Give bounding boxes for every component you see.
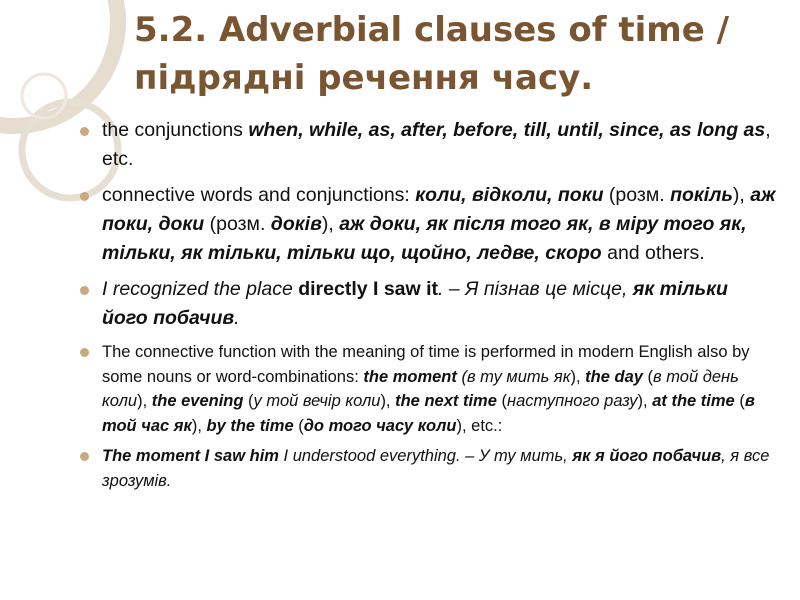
text-segment: доків (270, 213, 322, 235)
text-segment: як я його побачив (572, 447, 722, 465)
text-segment: ( (293, 416, 304, 435)
text-segment: I recognized the place (102, 278, 299, 300)
text-segment: when, while, as, after, before, till, until, since, as long as (248, 119, 766, 141)
text-segment: у той вечір коли (253, 392, 381, 410)
text-segment: до того часу коли (303, 416, 457, 435)
text-segment: ), (637, 392, 653, 410)
text-segment: як тільки його побачив (102, 278, 728, 329)
text-segment: ( (496, 392, 507, 410)
text-segment: , etc. (102, 119, 771, 170)
text-segment: . (234, 307, 240, 329)
text-segment: the next time (395, 392, 497, 410)
text-segment: the day (585, 367, 643, 386)
text-segment: ), (137, 392, 152, 410)
text-segment: ), (191, 416, 207, 435)
bullet-item (78, 116, 778, 174)
text-segment: ( (243, 392, 254, 410)
text-segment: в той день коли (102, 367, 739, 410)
text-segment: покіль (670, 184, 733, 206)
text-segment: ( (642, 367, 654, 386)
bullet-item (78, 181, 778, 268)
bullet-icon (80, 192, 89, 201)
text-segment: коли, відколи, поки (415, 184, 604, 206)
bullet-icon (80, 127, 89, 136)
text-segment: ( (456, 367, 467, 386)
bullet-icon (80, 348, 89, 357)
text-segment: the moment (363, 367, 457, 386)
bullet-list (78, 116, 778, 499)
text-segment: ), (732, 184, 751, 206)
slide-title: 5.2. Adverbial clauses of time / підрядні речення часу. (134, 10, 730, 98)
text-segment: The moment I saw him (102, 447, 279, 465)
text-segment: аж поки, доки (102, 184, 776, 235)
text-segment: at the time (652, 392, 735, 410)
text-segment: I understood everything. (278, 447, 461, 465)
text-segment: наступного разу (506, 392, 638, 410)
text-segment: directly I saw it (298, 278, 439, 300)
text-segment: The connective function with the meaning of time is performed in modern English also by some nouns or word-combinations: (102, 343, 750, 386)
text-segment: в ту мить як (466, 367, 571, 386)
text-segment: and others. (601, 242, 705, 264)
bullet-item (78, 444, 778, 493)
bullet-icon (80, 286, 89, 295)
text-segment: the conjunctions (102, 119, 249, 141)
text-segment: , я все зрозумів. (102, 447, 770, 490)
text-segment: ), (321, 213, 340, 235)
bullet-icon (80, 452, 89, 461)
text-segment: аж доки, як після того як, в міру того як, тільки, як тільки, тільки що, щойно, ледве, скоро (102, 213, 747, 264)
text-segment: ), etc.: (456, 416, 503, 435)
text-segment: by the time (206, 416, 294, 435)
text-segment: в той час як (102, 392, 755, 435)
text-segment: ), (570, 367, 586, 386)
text-segment: the evening (151, 392, 244, 410)
text-segment: connective words and conjunctions: (102, 184, 416, 206)
text-segment: (розм. (603, 184, 671, 206)
text-segment: – У ту мить, (460, 447, 573, 465)
bullet-item (78, 275, 778, 333)
text-segment: . – Я пізнав це місце, (438, 278, 633, 300)
text-segment: ( (734, 392, 745, 410)
text-segment: ), (380, 392, 396, 410)
text-segment: (розм. (204, 213, 271, 235)
bullet-item (78, 340, 778, 438)
